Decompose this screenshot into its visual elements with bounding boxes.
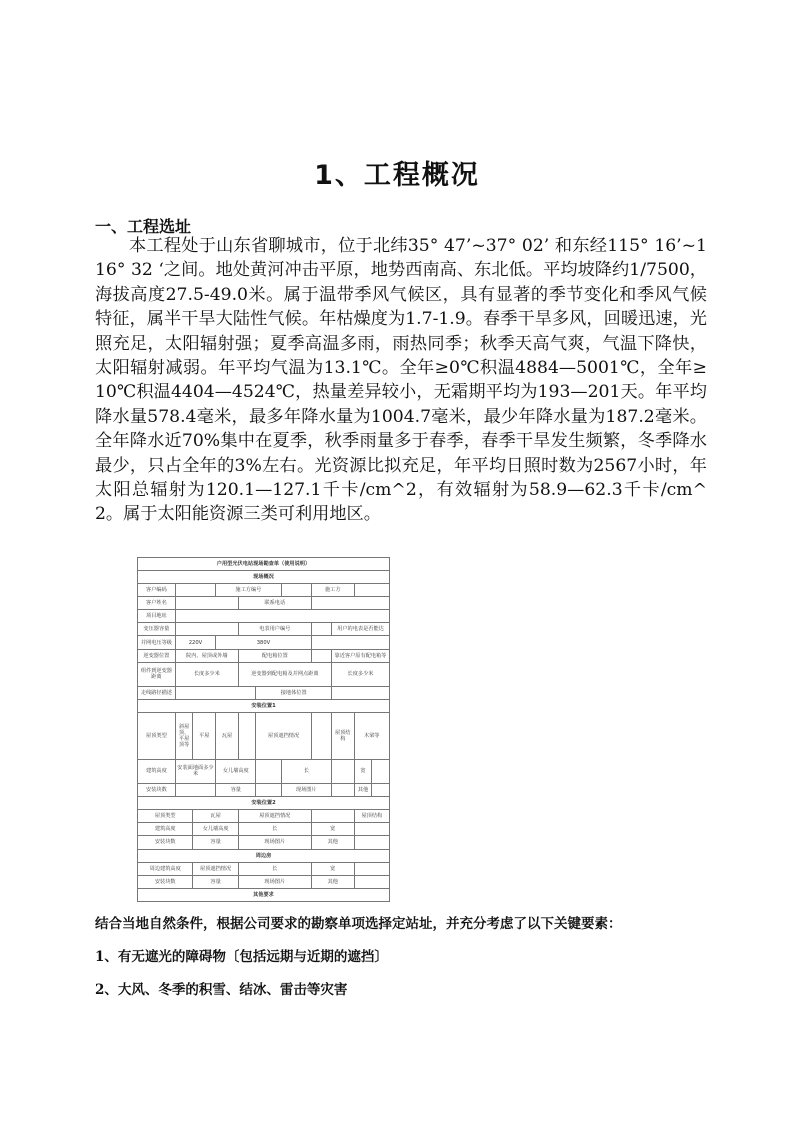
form-section-other-requirements: 其他要求 <box>138 888 390 901</box>
conclusion-text: 结合当地自然条件，根据公司要求的勘察单项选择定站址，并充分考虑了以下关键要素： <box>95 916 622 932</box>
form-value <box>256 759 281 783</box>
form-value <box>311 597 389 610</box>
form-label: 屋顶类型 <box>138 713 176 760</box>
form-value <box>331 784 354 797</box>
site-survey-form <box>137 557 390 902</box>
form-value: 瓦屋 <box>193 810 238 823</box>
form-label: 接地体位置 <box>256 686 332 699</box>
form-value <box>354 823 389 836</box>
form-value <box>354 862 389 875</box>
form-value: 其他 <box>311 836 354 849</box>
form-value <box>372 784 390 797</box>
form-value: 靠近客户原有配电箱等 <box>331 649 389 662</box>
form-value: 380V <box>216 636 312 649</box>
form-label: 逆变器位置 <box>138 649 176 662</box>
form-value <box>354 836 389 849</box>
form-label: 现场图片 <box>238 875 311 888</box>
form-label: 用户的电表是否能达 <box>331 623 389 636</box>
form-value <box>238 713 256 760</box>
form-label: 屋顶遮挡情况 <box>238 810 311 823</box>
form-label: 变压器容量 <box>138 623 176 636</box>
form-label: 现场图片 <box>281 784 331 797</box>
form-label: 宽 <box>354 759 372 783</box>
form-value <box>311 623 331 636</box>
form-value: 瓦屋 <box>216 713 239 760</box>
form-value: 安装面地面多少米 <box>175 759 215 783</box>
page-title: 1、工程概况 <box>314 160 480 191</box>
form-value: 其他 <box>311 875 354 888</box>
form-label: 配电箱位置 <box>238 649 311 662</box>
form-value <box>175 686 256 699</box>
form-label: 建筑高度 <box>138 823 193 836</box>
form-label: 施工方 <box>311 584 354 597</box>
form-value <box>372 759 390 783</box>
form-value <box>311 810 354 823</box>
form-label: 屋顶结构 <box>331 713 354 760</box>
form-label: 安装块数 <box>138 836 193 849</box>
form-value <box>311 713 331 760</box>
form-label: 电表用户编号 <box>238 623 311 636</box>
form-section-surroundings: 周边房 <box>138 849 390 862</box>
form-label: 联系电话 <box>238 597 311 610</box>
form-value: 长度多少米 <box>331 662 389 686</box>
form-label: 并网电压等级 <box>138 636 176 649</box>
form-label: 客户姓名 <box>138 597 176 610</box>
form-label: 周边建筑高度 <box>138 862 193 875</box>
form-value: 木梁等 <box>354 713 389 760</box>
form-label: 客户编码 <box>138 584 176 597</box>
form-value <box>354 875 389 888</box>
form-section-install-2: 安装位置2 <box>138 797 390 810</box>
form-value: 斜屋顶、平屋顶等 <box>175 713 193 760</box>
form-label: 现场图片 <box>238 836 311 849</box>
form-value: 宽 <box>311 862 354 875</box>
form-label: 组件到逆变器距离 <box>138 662 176 686</box>
form-label: 女儿墙高度 <box>216 759 256 783</box>
form-value: 屋顶遮挡情况 <box>193 862 238 875</box>
form-label: 建筑高度 <box>138 759 176 783</box>
form-value <box>175 784 215 797</box>
form-value <box>331 686 389 699</box>
form-value: 容量 <box>193 836 238 849</box>
form-section-install-1: 安装位置1 <box>138 700 390 713</box>
site-description-paragraph: 本工程处于山东省聊城市，位于北纬35° 47’~37° 02’ 和东经115° 16’~116° 32 ‘之间。地处黄河冲击平原，地势西南高、东北低。平均坡降约1/7500，海拔高度27.5-49.0米。属于温带季风气候区，具有显著的季节变化和季风气候特征，属半干旱大陆性气候。年枯燥度为1.7-1.9。春季干旱多风，回暖迅速，光照充足，太阳辐射强；夏季高温多雨，雨热同季；秋季天高气爽，气温下降快，太阳辐射减弱。年平均气温为13.1℃。全年≥0℃积温4884—5001℃，全年≥10℃积温4404—4524℃，热量差异较小，无霜期平均为193—201天。年平均降水量578.4毫米，最多年降水量为1004.7毫米，最少年降水量为187.2毫米。全年降水近70%集中在夏季，秋季雨量多于春季，春季干旱发生频繁，冬季降水最少，只占全年的3%左右。光资源比拟充足，年平均日照时数为2567小时，年太阳总辐射为120.1—127.1千卡/cm^2，有效辐射为58.9—62.3千卡/cm^2。属于太阳能资源三类可利用地区。 <box>95 236 707 525</box>
form-value: 宽 <box>311 823 354 836</box>
form-value <box>175 597 238 610</box>
key-point-2: 2、大风、冬季的积雪、结冰、雷击等灾害 <box>95 982 348 998</box>
form-value: 长度多少米 <box>175 662 238 686</box>
form-value: 女儿墙高度 <box>193 823 238 836</box>
form-label: 屋顶结构 <box>354 810 389 823</box>
form-value: 平屋 <box>193 713 216 760</box>
form-section-overview: 现场概况 <box>138 571 390 584</box>
form-value <box>354 584 389 597</box>
form-label: 逆变器到配电箱及并网点距离 <box>238 662 331 686</box>
form-value <box>311 636 389 649</box>
form-value <box>281 584 311 597</box>
form-value: 容量 <box>193 875 238 888</box>
form-label: 走线路径描述 <box>138 686 176 699</box>
form-value <box>331 759 354 783</box>
form-label: 其他 <box>354 784 372 797</box>
form-value: 220V <box>175 636 215 649</box>
form-label: 安装块数 <box>138 875 193 888</box>
form-label: 屋顶遮挡情况 <box>256 713 311 760</box>
section-heading: 一、工程选址 <box>95 217 192 236</box>
form-title: 户用型光伏电站现场勘查单（使用说明） <box>138 558 390 571</box>
form-value <box>175 584 215 597</box>
form-value <box>175 623 238 636</box>
form-label: 长 <box>281 759 331 783</box>
form-value <box>256 784 281 797</box>
form-label: 屋顶类型 <box>138 810 193 823</box>
form-value <box>175 610 389 623</box>
form-label: 安装块数 <box>138 784 176 797</box>
form-label: 项目地址 <box>138 610 176 623</box>
form-label: 长 <box>238 823 311 836</box>
form-label: 容量 <box>216 784 256 797</box>
form-label: 长 <box>238 862 311 875</box>
form-value: 院内、屋顶或外墙 <box>175 649 238 662</box>
form-label: 施工方编号 <box>216 584 281 597</box>
key-point-1: 1、有无遮光的障碍物〔包括远期与近期的遮挡〕 <box>95 949 388 965</box>
form-value <box>311 649 331 662</box>
